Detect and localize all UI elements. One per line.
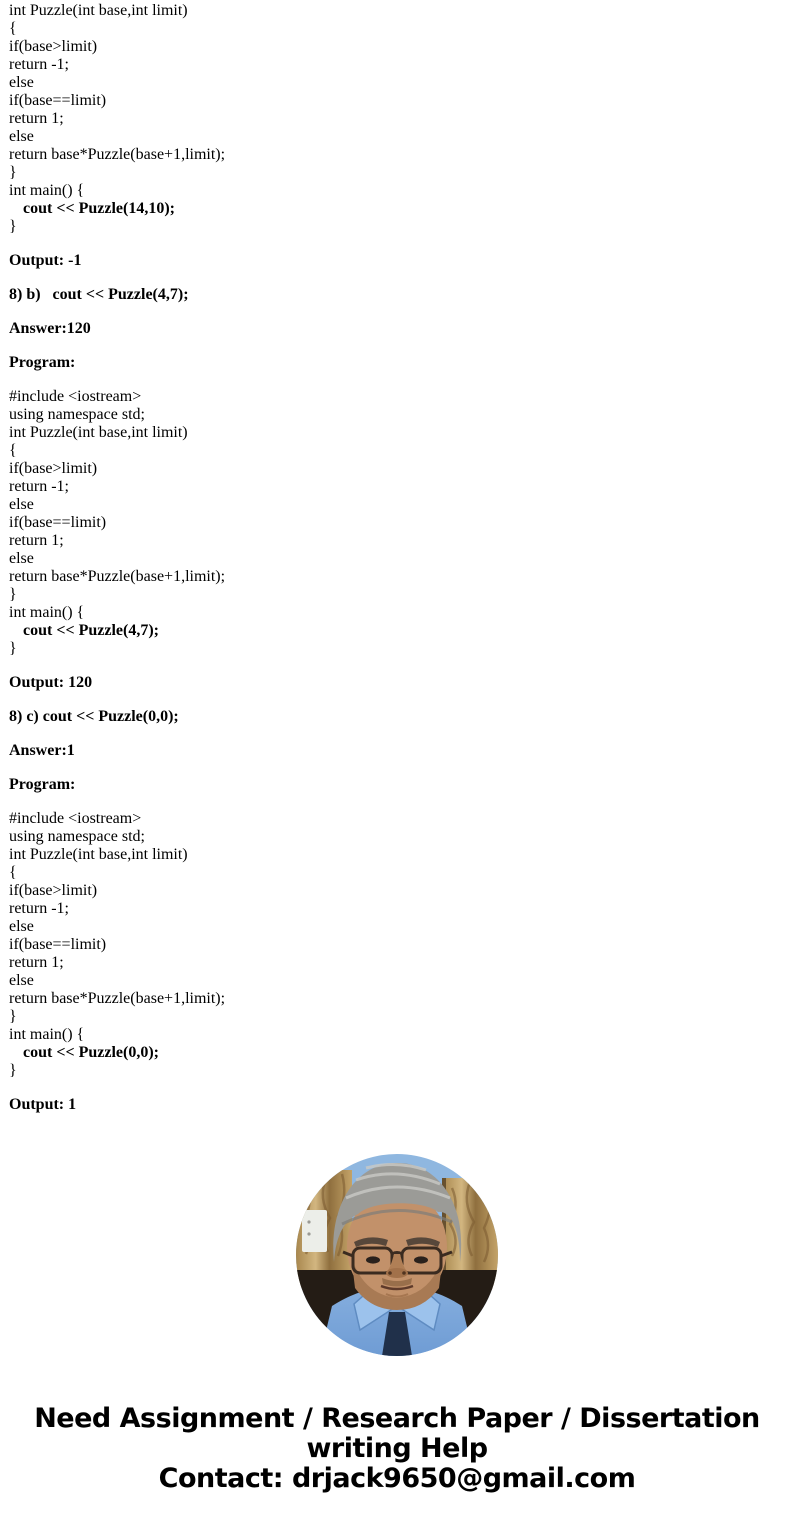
tutor-portrait-photo bbox=[296, 1154, 498, 1356]
code-line: if(base>limit) bbox=[9, 460, 98, 477]
code-line: { bbox=[9, 864, 17, 881]
code-line: { bbox=[9, 442, 17, 459]
code-line: cout << Puzzle(14,10); bbox=[23, 200, 175, 217]
output-label-b: Output: 120 bbox=[9, 674, 93, 691]
code-line: #include <iostream> bbox=[9, 810, 142, 827]
code-line: int Puzzle(int base,int limit) bbox=[9, 424, 188, 441]
code-line: else bbox=[9, 918, 34, 935]
answer-b-label: Answer:120 bbox=[9, 320, 91, 337]
code-line: else bbox=[9, 128, 34, 145]
code-line: int main() { bbox=[9, 182, 85, 199]
code-line: if(base==limit) bbox=[9, 92, 107, 109]
code-line: return base*Puzzle(base+1,limit); bbox=[9, 990, 226, 1007]
code-line: int Puzzle(int base,int limit) bbox=[9, 2, 188, 19]
program-heading-b: Program: bbox=[9, 354, 76, 371]
code-line: return -1; bbox=[9, 478, 69, 495]
code-line: } bbox=[9, 640, 17, 657]
question-b-heading: 8) b) cout << Puzzle(4,7); bbox=[9, 286, 189, 303]
program-heading-c: Program: bbox=[9, 776, 76, 793]
footer-banner bbox=[0, 1404, 794, 1494]
footer-line-1: Need Assignment / Research Paper / Dissertation bbox=[34, 1403, 760, 1434]
code-line: } bbox=[9, 218, 17, 235]
code-line: cout << Puzzle(0,0); bbox=[23, 1044, 159, 1061]
code-line: int main() { bbox=[9, 604, 85, 621]
code-line: return 1; bbox=[9, 532, 64, 549]
footer-contact-email: Contact: drjack9650@gmail.com bbox=[158, 1463, 636, 1494]
code-line: return -1; bbox=[9, 900, 69, 917]
code-line: else bbox=[9, 74, 34, 91]
code-line: if(base==limit) bbox=[9, 514, 107, 531]
code-line: if(base>limit) bbox=[9, 882, 98, 899]
code-block-a bbox=[9, 2, 785, 236]
code-line: int main() { bbox=[9, 1026, 85, 1043]
output-label-a: Output: -1 bbox=[9, 252, 82, 269]
code-line: } bbox=[9, 1062, 17, 1079]
code-line: using namespace std; bbox=[9, 406, 145, 423]
code-line: if(base==limit) bbox=[9, 936, 107, 953]
answer-c-label: Answer:1 bbox=[9, 742, 75, 759]
question-c-heading: 8) c) cout << Puzzle(0,0); bbox=[9, 708, 179, 725]
output-label-c: Output: 1 bbox=[9, 1096, 77, 1113]
code-line: else bbox=[9, 972, 34, 989]
code-line: return base*Puzzle(base+1,limit); bbox=[9, 146, 226, 163]
code-line: } bbox=[9, 1008, 17, 1025]
code-line: if(base>limit) bbox=[9, 38, 98, 55]
code-line: { bbox=[9, 20, 17, 37]
code-line: return -1; bbox=[9, 56, 69, 73]
code-line: else bbox=[9, 550, 34, 567]
photo-switch-plate bbox=[302, 1210, 327, 1252]
code-line: return 1; bbox=[9, 954, 64, 971]
code-line: } bbox=[9, 164, 17, 181]
code-line: #include <iostream> bbox=[9, 388, 142, 405]
portrait-photo-container bbox=[0, 1154, 794, 1356]
code-line: } bbox=[9, 586, 17, 603]
code-line: cout << Puzzle(4,7); bbox=[23, 622, 159, 639]
code-line: using namespace std; bbox=[9, 828, 145, 845]
code-line: return base*Puzzle(base+1,limit); bbox=[9, 568, 226, 585]
code-line: else bbox=[9, 496, 34, 513]
code-line: int Puzzle(int base,int limit) bbox=[9, 846, 188, 863]
code-block-b bbox=[9, 388, 785, 658]
footer-line-2: writing Help bbox=[306, 1433, 488, 1464]
code-line: return 1; bbox=[9, 110, 64, 127]
code-block-c bbox=[9, 810, 785, 1080]
